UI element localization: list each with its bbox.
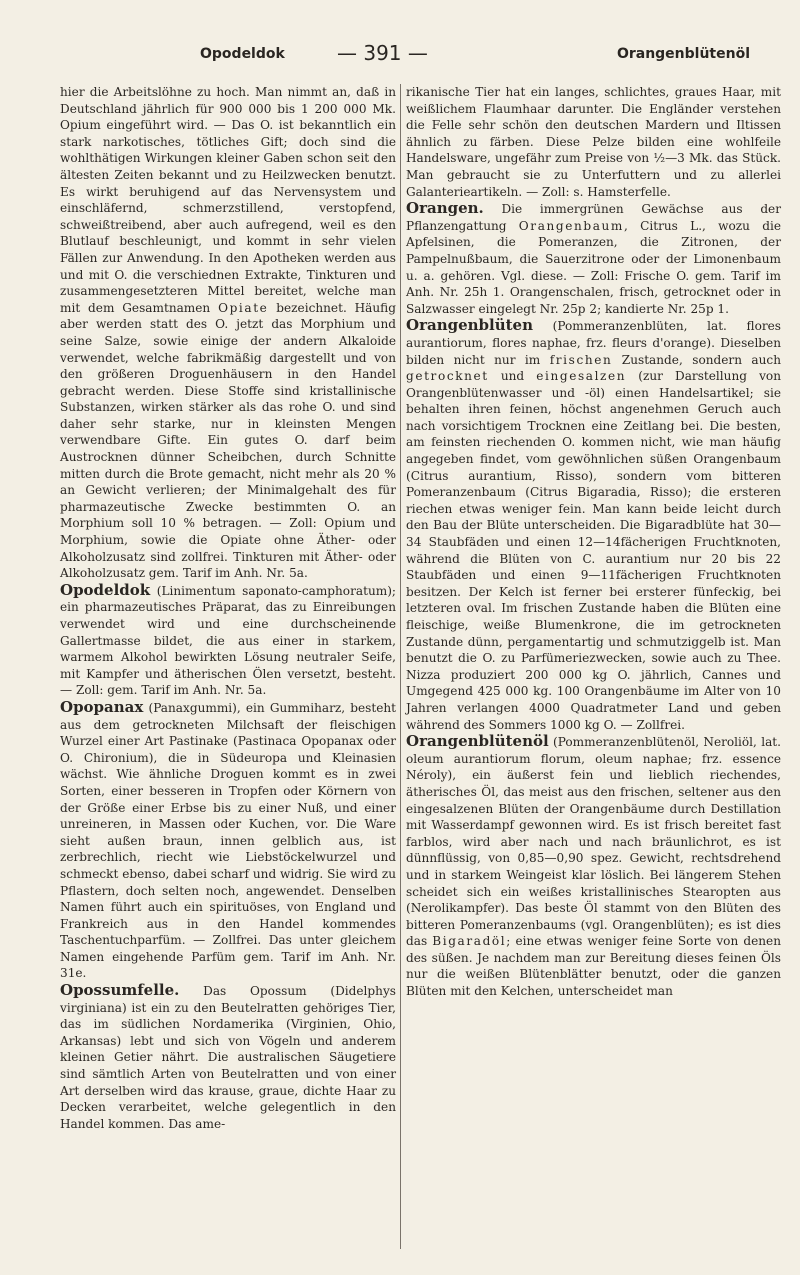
entry-opium-continuation: hier die Arbeitslöhne zu hoch. Man nimmt an, daß in Deutschland jährlich für 900 000 bis 1 200 000 Mk. Opium eingeführt wird. — Das O. ist bekanntlich ein stark narkotisches, tötliches Gift; doch sind die wohlthätigen Wirkungen kleiner Gaben schon seit den ältesten Zeiten bekannt und zu Heilzwecken benutzt. Es wirkt beruhigend auf das Nervensystem und einschläfernd, schmerzstillend, verstopfend, schweißtreibend, aber auch aufregend, weil es den Blutlauf beschleunigt, und kommt in sehr vielen Fällen zur Anwendung. In den Apotheken werden aus und mit O. die verschiednen Extrakte, Tinkturen und zusammengesetzteren Mittel bereitet, welche man mit dem Gesamtnamen Opiate bezeichnet. Häufig aber werden statt des O. jetzt das Morphium und seine Salze, sowie einige der andern Alkaloide verwendet, welche fabrikmäßig dargestellt und von den größeren Droguenhäusern in den Handel gebracht werden. Diese Stoffe sind kristallinische Substanzen, wirken stärker als das rohe O. und sind daher sehr starke, nur in kleinsten Mengen verwendbare Gifte. Ein gutes O. darf beim Austrocknen dünner Scheibchen, durch Schnitte mitten durch die Brote gemacht, nicht mehr als 20 % an Gewicht verlieren; der Minimalgehalt des für pharmazeutische Zwecke bestimmten O. an Morphium soll 10 % betragen. — Zoll: Opium und Morphium, sowie die Opiate ohne Äther- oder Alkoholzusatz sind zollfrei. Tinkturen mit Äther- oder Alkoholzusatz gem. Tarif im Anh. Nr. 5a. [60,85,396,581]
spaced-term: eingesalzen [536,369,627,384]
entry-keyword: Opossumfelle. [60,981,180,1000]
entry-opossumfelle-continuation: rikanische Tier hat ein langes, schlichtes, graues Haar, mit weißlichem Flaumhaar darunter. Die Engländer verstehen die Felle sehr schön den deutschen Mardern und Iltissen ähnlich zu färben. Diese Pelze bilden eine wohlfeile Handelsware, ungefähr zum Preise von ½—3 Mk. das Stück. Man gebraucht sie zu Unterfuttern und zu allerlei Galanterieartikeln. — Zoll: s. Hamsterfelle. [406,85,781,199]
entry-opossumfelle: Opossumfelle. Das Opossum (Didelphys virginiana) ist ein zu den Beutelratten gehöriges Tier, das im südlichen Nordamerika (Virginien, Ohio, Arkansas) lebt und sich von Vögeln und anderem kleinen Getier nährt. Die australischen Säugetiere sind sämtlich Arten von Beutelratten und von einer Art derselben wird das krause, graue, dichte Haar zu Decken verarbeitet, welche gelegentlich in den Handel kommen. Das ame- [60,981,396,1131]
entry-orangenblueten: Orangenblüten (Pommeranzenblüten, lat. flores aurantiorum, flores naphae, frz. fleurs d'orange). Dieselben bilden nicht nur im frischen Zustande, sondern auch getrocknet und eingesalzen (zur Darstellung von Orangenblütenwasser und -öl) einen Handelsartikel; sie behalten ihren feinen, höchst angenehmen Geruch auch nach vorsichtigem Trocknen eine Zeitlang bei. Die besten, am feinsten riechenden O. kommen nicht, wie man häufig angegeben findet, vom gewöhnlichen süßen Orangenbaum (Citrus aurantium, Risso), sondern vom bitteren Pomeranzenbaum (Citrus Bigaradia, Risso); die ersteren riechen etwas weniger fein. Man kann beide leicht durch den Bau der Blüte unterscheiden. Die Bigaradblüte hat 30—34 Staubfäden und einen 12—14fächerigen Fruchtknoten, während die Blüten von C. aurantium nur 20 bis 22 Staubfäden und einen 9—11fächerigen Fruchtknoten besitzen. Der Kelch ist ferner bei ersterer fünfeckig, bei letzteren oval. Im frischen Zustande haben die Blüten eine fleischige, weiße Blumenkrone, die im getrockneten Zustande dünn, pergamentartig und schmutziggelb ist. Man benutzt die O. zu Parfümeriezwecken, sowie auch zu Thee. Nizza produziert 200 000 kg O. jährlich, Cannes und Umgegend 425 000 kg. 100 Orangenbäume im Alter von 10 Jahren verlangen 4000 Quadratmeter Land und geben während des Sommers 1000 kg O. — Zollfrei. [406,316,781,732]
spaced-term: Opiate [218,300,269,315]
entry-opodeldok: Opodeldok (Linimentum saponato-camphoratum); ein pharmazeutisches Präparat, das zu Einreibungen verwendet wird und eine durchscheinende Gallertmasse bildet, die aus einer in starkem, warmem Alkohol bewirkten Lösung neutraler Seife, mit Kampfer und ätherischen Ölen versetzt, besteht. — Zoll: gem. Tarif im Anh. Nr. 5a. [60,580,396,698]
left-column [60,84,396,1132]
spaced-term: frischen [549,352,613,367]
entry-orangenbluetenoel: Orangenblütenöl (Pommeranzenblütenöl, Neroliöl, lat. oleum aurantiorum florum, oleum naphae; frz. essence Néroly), ein äußerst fein und lieblich riechendes, ätherisches Öl, das meist aus den frischen, seltener aus den eingesalzenen Blüten der Orangenbäume durch Destillation mit Wasserdampf gewonnen wird. Es ist frisch bereitet fast farblos, wird aber nach und nach bräunlichrot, es ist dünnflüssig, von 0,85—0,90 spez. Gewicht, rechtsdrehend und in starkem Weingeist klar löslich. Bei längerem Stehen scheidet sich ein weißes kristallinisches Stearopten aus (Nerolikampfer). Das beste Öl stammt von den Blüten des bitteren Pomeranzenbaums (vgl. Orangenblüten); es ist dies das Bigaradöl; eine etwas weniger feine Sorte von denen des süßen. Je nachdem man zur Bereitung dieses feinen Öls nur die weißen Blütenblätter benutzt, oder die ganzen Blüten mit den Kelchen, unterscheidet man [406,732,781,999]
entry-keyword: Orangenblütenöl [406,732,549,751]
page-number: — 391 — [337,41,428,65]
entry-orangen: Orangen. Die immergrünen Gewächse aus der Pflanzengattung Orangenbaum, Citrus L., wozu die Apfelsinen, die Pomeranzen, die Zitronen, der Pampelnußbaum, die Sauerzitrone oder der Limonenbaum u. a. gehören. Vgl. diese. — Zoll: Frische O. gem. Tarif im Anh. Nr. 25h 1. Orangenschalen, frisch, getrocknet oder in Salzwasser eingelegt Nr. 25p 2; kandierte Nr. 25p 1. [406,199,781,316]
right-column [406,84,781,1000]
spaced-term: Bigaradöl [432,934,507,949]
header-left-keyword: Opodeldok [200,46,285,62]
spaced-term: getrocknet [406,369,489,384]
entry-opopanax: Opopanax (Panaxgummi), ein Gummiharz, besteht aus dem getrockneten Milchsaft der fleischigen Wurzel einer Art Pastinake (Pastinaca Opopanax oder O. Chironium), die in Südeuropa und Kleinasien wächst. Wie ähnliche Droguen kommt es in zwei Sorten, einer besseren in Tropfen oder Körnern von der Größe einer Erbse bis zu einer Nuß, und einer unreineren, in Massen oder Kuchen, vor. Die Ware sieht außen braun, innen gelblich aus, ist zerbrechlich, riecht wie Liebstöckelwurzel und schmeckt ebenso, dabei scharf und widrig. Sie wird zu Pflastern, doch selten noch, angewendet. Denselben Namen führt auch ein spirituöses, von England und Frankreich aus in den Handel kommendes Taschentuchparfüm. — Zollfrei. Das unter gleichem Namen eingehende Parfüm gem. Tarif im Anh. Nr. 31e. [60,697,396,981]
entry-keyword: Opopanax [60,697,144,716]
entry-keyword: Orangenblüten [406,316,534,335]
header-right-keyword: Orangenblütenöl [616,46,750,62]
entry-keyword: Opodeldok [60,580,151,599]
spaced-term: Orangenbaum [518,218,624,233]
page-header [60,41,780,68]
column-divider [400,84,401,1249]
entry-keyword: Orangen. [406,199,484,218]
